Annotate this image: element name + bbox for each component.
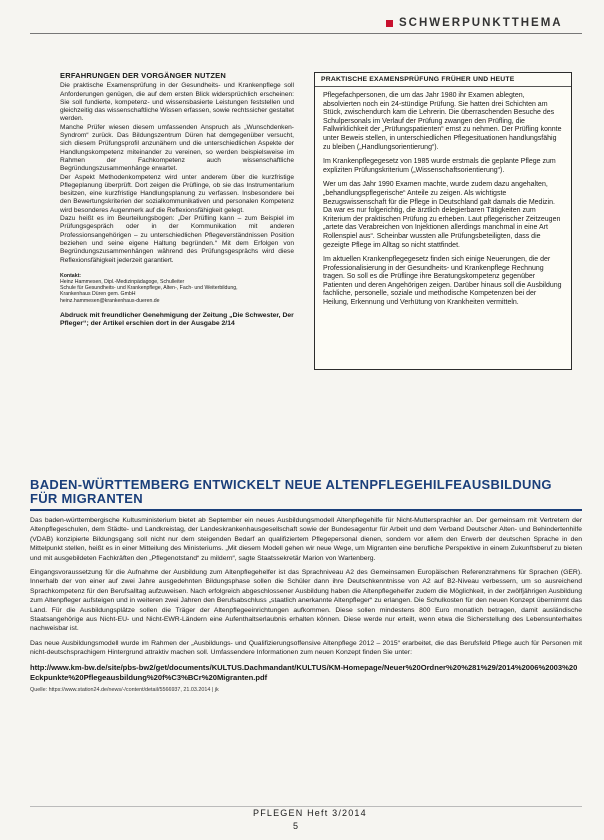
article-source: Quelle: https://www.station24.de/news/-/content/detail/5566937, 21.03.2014 | jk: [30, 686, 219, 693]
left-paragraph: Dazu heißt es im Beurteilungsbogen: „Der Prüfling kann – zum Beispiel im Prüfungsgespräch oder in der Kommunikation mit anderen Professionsangehörigen – zu unterschiedlichen Pflegeverständnissen Position beziehen und seine eigene Haltung begründen.“ Mit dem Erfolgen von Begründungszusammenhängen während des Prüfungsgesprächs wird diese Reflexionsfähigkeit jederzeit garantiert.: [60, 215, 294, 264]
header-rule: [30, 33, 582, 34]
left-paragraph: Der Aspekt Methodenkompetenz wird unter anderem über die kurzfristige Pflegeplanung überprüft. Dort zeigen die Prüflinge, ob sie das Instrumentarium besitzen, eine kurzfristige Handlungsplanung zu verfassen. Insbesondere bei den Bewertungskriterien der sozialkommunikativen und personalen Kompetenz wird besonderes Augenmerk auf die Reflexionsfähigkeit gelegt.: [60, 173, 294, 214]
contact-block: [60, 273, 294, 304]
article-paragraph: Das neue Ausbildungsmodell wurde im Rahmen der „Ausbildungs- und Qualifizierungsoffensive Altenpflege 2012 – 2015“ erarbeitet, die das Berufsfeld Pflege auch für Personen mit nicht-deutschsprachigem Hintergrund attraktiv machen soll. Umfassendere Informationen zum neuen Konzept finden Sie unter:: [30, 639, 582, 657]
contact-label: Kontakt:: [60, 272, 82, 279]
section-marker-icon: [386, 20, 393, 27]
footer-rule: [30, 806, 582, 807]
article-paragraph: Das baden-württembergische Kultusministerium bietet ab September ein neues Ausbildungsmodell Altenpflegehilfe für Nicht-Muttersprachler an. Der gemeinsam mit Vertretern der Altenpflegeschulen, dem Städte- und Landkreistag, der Landeskrankenhausgesellschaft sowie der Bundesagentur für Arbeit und dem Verband Deutscher Alten- und Behindertenhilfe (VDAB) konzipierte Bildungsgang soll nicht nur dem steigenden Bedarf an qualifiziertem Pflegepersonal dienen, sondern vor allem den Erwerb der deutschen Sprache in den Mittelpunkt stellen, heißt es in einer Mitteilung des Ministeriums. „Mit diesem Modell gehen wir neue Wege, um Migranten eine berufliche Perspektive in einem Zukunftsberuf zu bieten und mit ausgebildeten Fachkräften den „Pflegenotstand“ zu mildern“, sagte Staatssekretär Marion von Wartenberg.: [30, 517, 582, 562]
box-paragraph: Wer um das Jahr 1990 Examen machte, wurde zudem dazu angehalten, „behandlungspflegerische“ Anteile zu zeigen. Als wichtigste Bezugswissenschaft für die Pflege in Deutschland galt damals die Medizin. Da war es nur folgerichtig, die ärztlich delegierbaren Tätigkeiten zum Kriterium der praktischen Prüfung zu erheben. Laut pflegerischer Zeitzeugen „artete das Verabreichen von Injektionen allerdings manchmal in eine Art Rollenspiel aus“. Scheinbar wussten alle Prüfungsbeteiligten, dass die gezeigte Pflege im Alltag so nicht stattfindet.: [323, 181, 561, 249]
contact-line: Krankenhaus Düren gem. GmbH: [60, 291, 136, 298]
article-body: [30, 516, 582, 695]
left-column: [60, 72, 294, 329]
contact-line: Heinz Hammesen, Dipl.-Medizinpädagoge, Schulleiter: [60, 279, 185, 286]
article-banner: [30, 478, 582, 511]
article-link[interactable]: http://www.km-bw.de/site/pbs-bw2/get/documents/KULTUS.Dachmandant/KULTUS/KM-Homepage/Neuer%20Ordner%20%281%29/2014%2006%2003%20Eckpunkte%20Pflegeausbildung%20f%C3%BCr%20Migranten.pdf: [30, 662, 578, 682]
box-paragraph: Pflegefachpersonen, die um das Jahr 1980 ihr Examen ablegten, absolvierten noch ein 24-stündige Prüfung. Sie hatten drei Schichten am Stück, zwischendurch kam die Lehrerin. Die überraschenden Besuche des Schulpersonals im Verlauf der Prüfung zwangen den Prüfling, die Fallwirklichkeit der „Prüfungspatienten“ ernst zu nehmen. Der Prüfling konnte unter Beweis stellen, in unterschiedlichen Pflegesituationen handlungsfähig zu bleiben („Handlungsorientierung“).: [323, 92, 562, 151]
magazine-issue: PFLEGEN Heft 3/2014: [253, 808, 367, 818]
page-number: 5: [293, 821, 299, 831]
box-body: [315, 87, 571, 319]
left-heading: ERFAHRUNGEN DER VORGÄNGER NUTZEN: [60, 71, 226, 80]
left-paragraph: Manche Prüfer wiesen diesem umfassenden Anspruch als „Wunschdenken-Syndrom“ zurück. Das Bildungszentrum Düren hat demgegenüber versucht, sich diesem Prüfungsprofil anzunähern und die unterschiedlichen Aspekte der Handlungskompetenz miteinander zu vereinen, so werden beispielsweise im Rahmen der Fachkompetenz auch wissenschaftliche Begründungszusammenhänge erwartet.: [60, 123, 294, 173]
contact-line: Schule für Gesundheits- und Krankenpflege, Alten-, Fach- und Weiterbildung,: [60, 285, 238, 292]
section-tag: [386, 17, 563, 29]
article-title: BADEN-WÜRTTEMBERG ENTWICKELT NEUE ALTENPFLEGEHILFEAUSBILDUNG FÜR MIGRANTEN: [30, 477, 552, 506]
contact-email: heinz.hammesen@krankenhaus-dueren.de: [60, 297, 160, 304]
section-title: SCHWERPUNKTTHEMA: [399, 17, 563, 29]
box-paragraph: Im aktuellen Krankenpflegegesetz finden sich einige Neuerungen, die der Professionalisierung in der Gesundheits- und Krankenpflege Rechnung tragen. So soll es die Prüflinge ihre Beratungskompetenz gegenüber Patienten und deren Angehörigen zeigen. Darüber hinaus soll die Ausbildung fachliche, personelle, soziale und methodische Kompetenzen bei der Heilung, Erkennung und Verhütung von Krankheiten vermitteln.: [323, 256, 562, 307]
article-title-rule: [30, 509, 582, 511]
sidebar-box: [314, 72, 572, 370]
box-paragraph: Im Krankenpflegegesetz von 1985 wurde erstmals die geplante Pflege zum expliziten Prüfungskriterium („Wissenschaftsorientierung“).: [323, 158, 556, 174]
article-paragraph: Eingangsvoraussetzung für die Aufnahme der Ausbildung zum Altenpflegehelfer ist das Sprachniveau A2 des Gemeinsamen Europäischen Referenzrahmens für Sprachen (GER). Innerhalb der von einer auf zwei Jahre ausgedehnten Bildungsphase sollen die Schüler dann ihre Deutschkenntnisse von A2 auf B2-Niveau verbessern, um so ausreichend Sprachkompetenz für den Berufsalltag aufzuweisen. Nach erfolgreich abgeschlossener Ausbildung haben die Altenpflegehelfer zudem die Möglichkeit, in der zwölfjährigen Ausbildung zum Altenpfleger aufsteigen und in weiteren zwei Jahren den Berufsabschluss „staatlich anerkannte Altenpfleger“ zu erlangen. Die Schulkosten für den neuen Konzept übernimmt das Land. Für die Ausbildungsplätze sollen die Träger der Altenpflegeeinrichtungen aufkommen. Diese sollen mindestens 800 Euro monatlich betragen, damit ausländische Staatsangehörige aus Nicht-EU- und Nicht-EWR-Ländern eine Aufenthaltserlaubnis erhalten können. Diese werde nur erteilt, wenn etwa die Sicherstellung des Lebensunterhaltes nachweisbar ist.: [30, 569, 582, 633]
box-title: PRAKTISCHE EXAMENSPRÜFUNG FRÜHER UND HEUTE: [315, 73, 571, 87]
left-paragraph: Die praktische Examensprüfung in der Gesundheits- und Krankenpflege soll Anforderungen genügen, die auf dem ersten Blick widersprüchlich erscheinen: Sie soll fundierte, kompetenz- und wissensbasierte Leistungen feststellen und gleichzeitig das wissenschaftliche Wissen erfassen, sowie rechtssicher gestaltet werden.: [60, 82, 294, 123]
reprint-note: Abdruck mit freundlicher Genehmigung der Zeitung „Die Schwester, Der Pfleger“; der Artikel erschien dort in der Ausgabe 2/14: [60, 311, 294, 328]
